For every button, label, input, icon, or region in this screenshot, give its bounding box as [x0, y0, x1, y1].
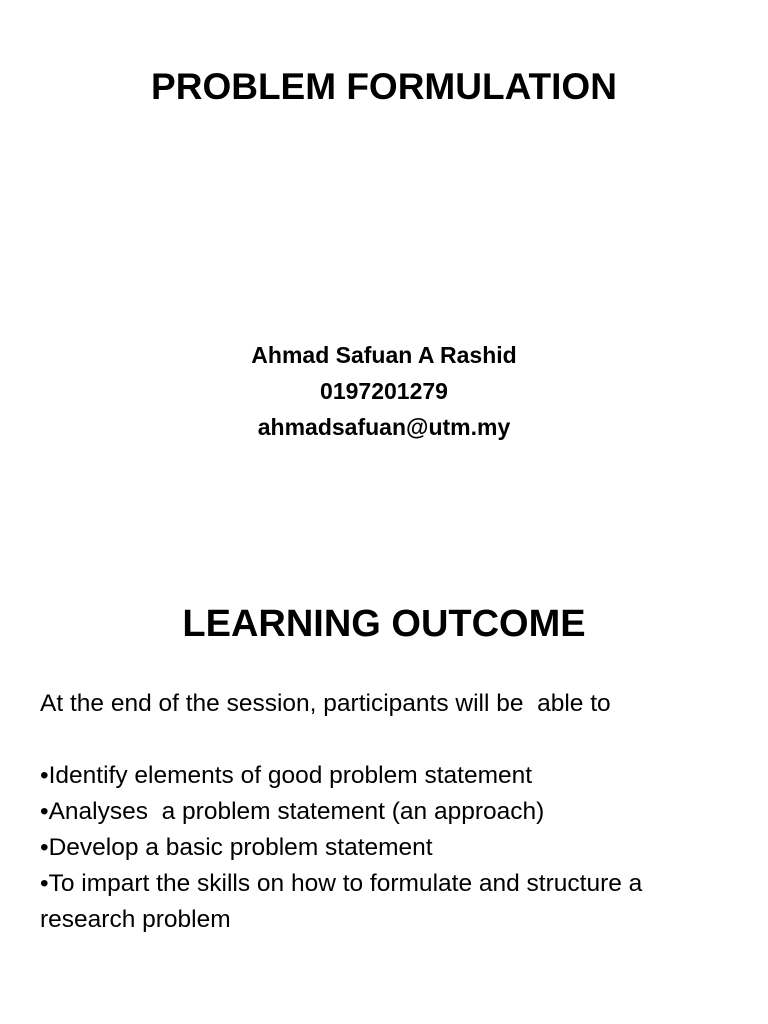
author-name: Ahmad Safuan A Rashid: [251, 342, 517, 368]
list-item: [40, 866, 740, 938]
bullet-icon: •: [40, 762, 49, 789]
list-item: [40, 794, 740, 830]
learning-outcome-slide: [0, 512, 768, 1024]
outcome-text: Analyses a problem statement (an approach): [48, 798, 545, 825]
list-item: [40, 830, 740, 866]
outcome-text: To impart the skills on how to formulate and structure a research problem: [40, 870, 643, 933]
bullet-icon: •: [40, 870, 49, 897]
outcome-list: [40, 758, 740, 938]
author-info: [0, 337, 768, 445]
slide-title: PROBLEM FORMULATION: [151, 66, 617, 107]
list-item: [40, 758, 740, 794]
bullet-icon: •: [40, 834, 49, 861]
slide-title: LEARNING OUTCOME: [182, 603, 586, 645]
author-email: ahmadsafuan@utm.my: [257, 414, 511, 440]
outcome-text: Identify elements of good problem statement: [48, 762, 533, 789]
intro-text: At the end of the session, participants will be able to: [40, 690, 611, 717]
outcome-body: [40, 686, 740, 938]
author-phone: 0197201279: [320, 378, 448, 404]
bullet-icon: •: [40, 798, 49, 825]
outcome-text: Develop a basic problem statement: [48, 834, 433, 861]
